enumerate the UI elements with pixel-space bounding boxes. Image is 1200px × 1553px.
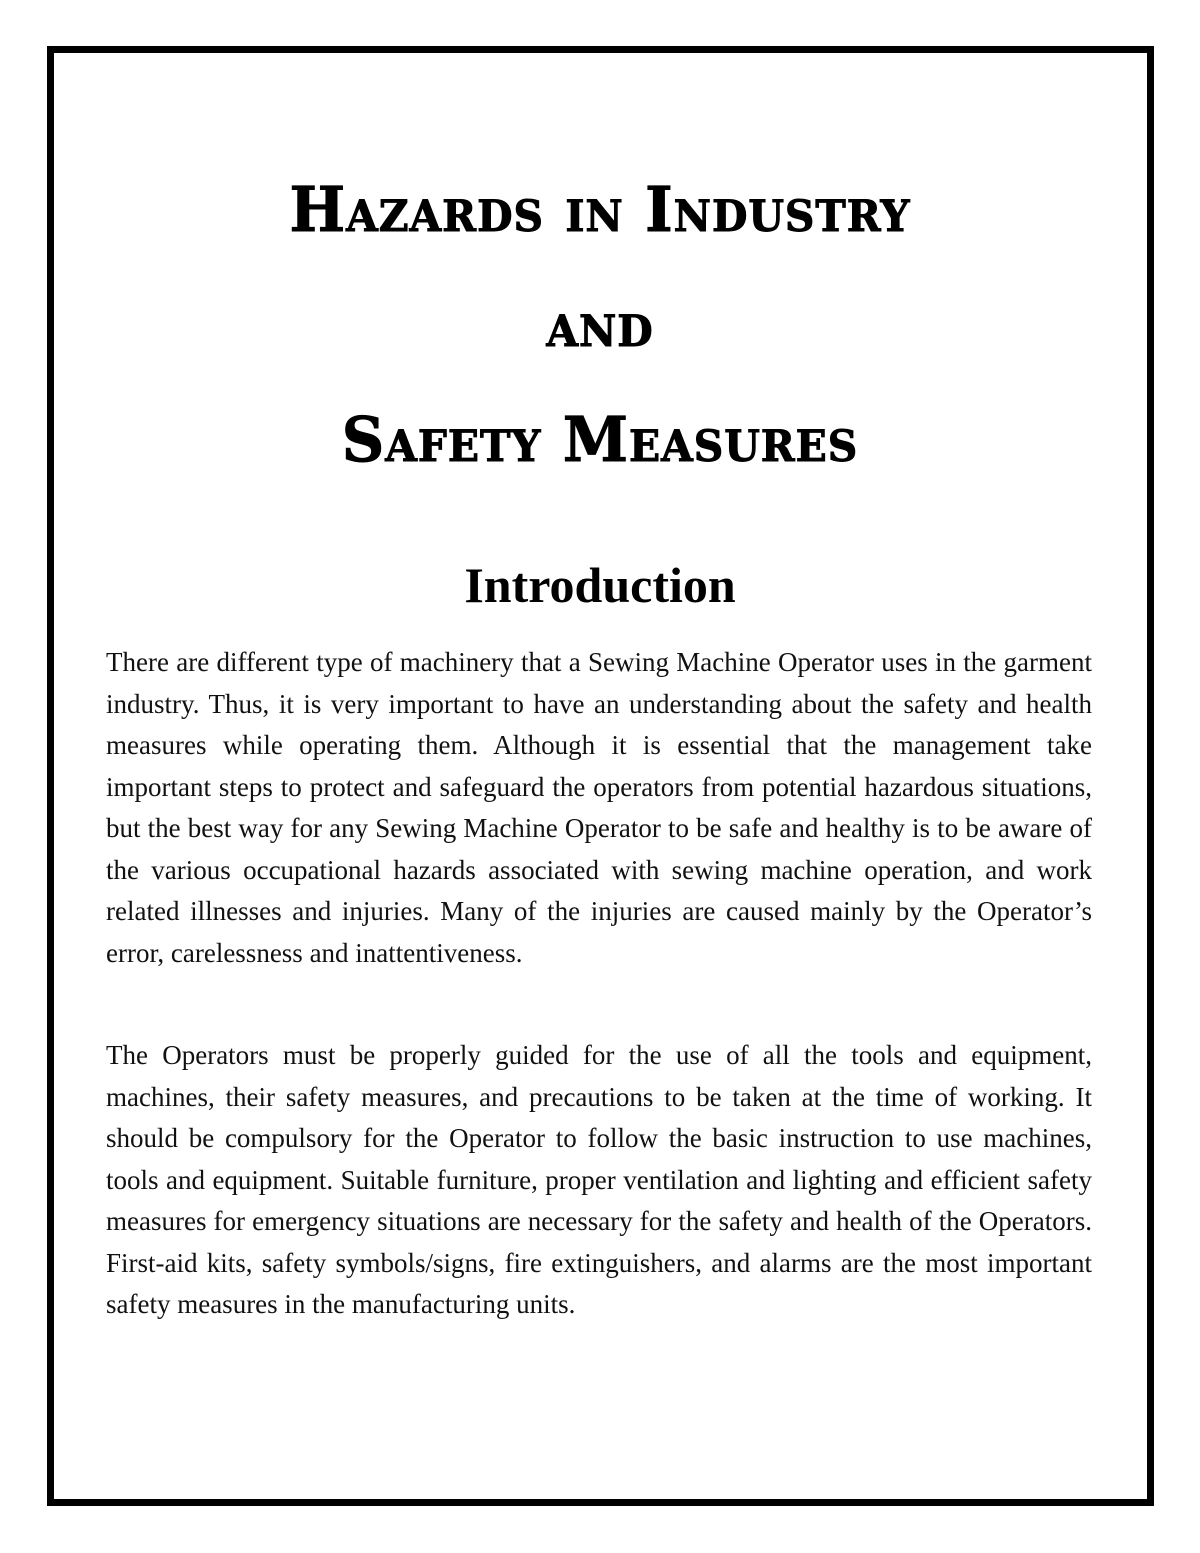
title-line-3: Safety Measures [341,403,859,476]
title-line-2: and [546,288,654,361]
section-heading-introduction: Introduction [464,557,736,613]
document-title [0,152,1200,497]
body-paragraph-1: There are different type of machinery that a Sewing Machine Operator uses in the garment industry. Thus, it is very important to have an understanding about the safety and health measures while operating them. Although it is essential that the management take important steps to protect and safeguard the operators from potential hazardous situations, but the best way for any Sewing Machine Operator to be safe and healthy is to be aware of the various occupational hazards associated with sewing machine operation, and work related illnesses and injuries. Many of the injuries are caused mainly by the Operator’s error, carelessness and inattentiveness. [106,647,1092,968]
body-paragraph-2: The Operators must be properly guided for the use of all the tools and equipment, machines, their safety measures, and precautions to be taken at the time of working. It should be compulsory for the Operator to follow the basic instruction to use machines, tools and equipment. Suitable furniture, proper ventilation and lighting and efficient safety measures for emergency situations are necessary for the safety and health of the Operators. First-aid kits, safety symbols/signs, fire extinguishers, and alarms are the most important safety measures in the manufacturing units. [106,1040,1092,1319]
title-line-1: Hazards in Industry [289,173,911,246]
